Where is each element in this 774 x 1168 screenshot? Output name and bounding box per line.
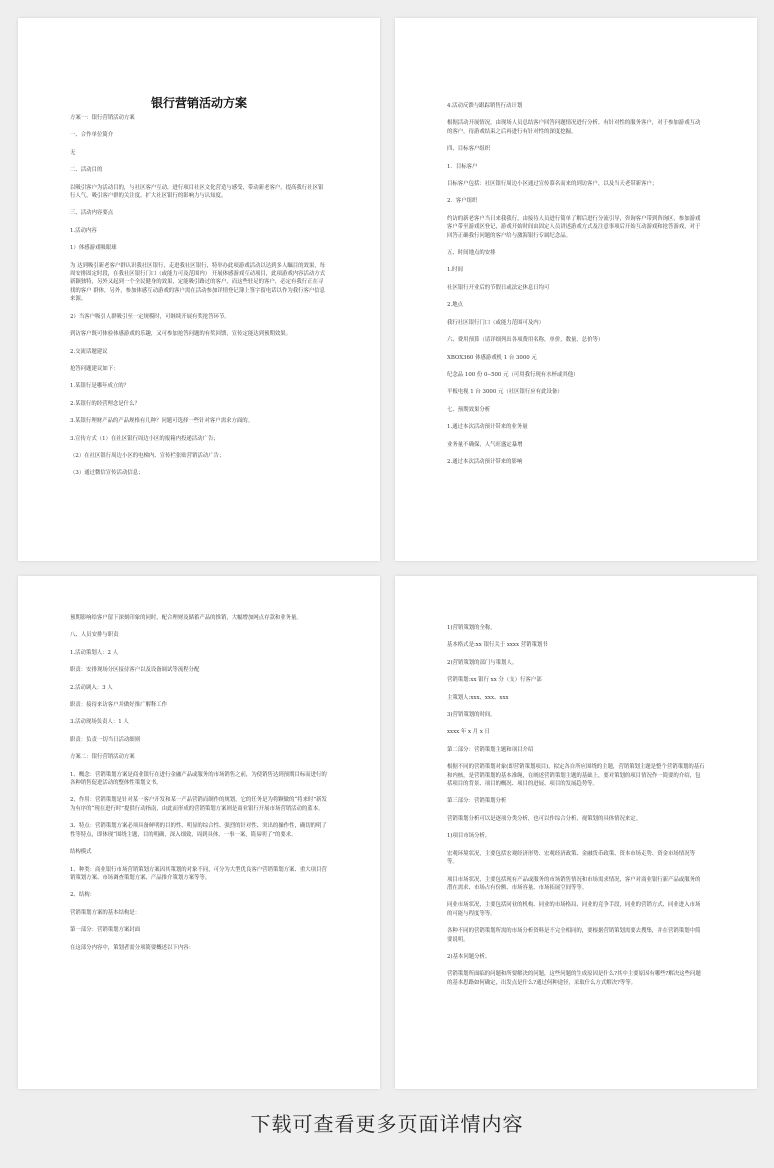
document-paragraph: 纪念品 100 份 0--500 元（可用我行现有水杯或其他） <box>447 371 579 378</box>
document-paragraph: 1.某银行是哪年成立的？ <box>70 383 130 390</box>
document-paragraph: 基本格式是:xx 银行关于 xxxx 营销策划书 <box>447 642 548 649</box>
document-paragraph: 五、时间地点的安排 <box>447 250 496 257</box>
document-paragraph: 同业市场状况，主要包括同业的机构、同业的市场格局、同业的竞争手段，同业的营销方式、同业进入市场的可能与程度等等。 <box>447 902 701 917</box>
document-paragraph: 2)营销策划的部门与策划人。 <box>447 659 518 666</box>
document-paragraph: 1）体感游戏吸眼球 <box>70 245 117 252</box>
document-paragraph: 职责：安排现场分区接待客户以及设备调试等流程分配 <box>70 667 200 674</box>
document-paragraph: 业务量不确保，人气旺盛定暴增 <box>447 441 523 448</box>
document-paragraph: 社区银行开业后的节假日或法定休息日均可 <box>447 284 550 291</box>
document-paragraph: 2、作用：营销策划是针对某一客户开发和某一产品营销而制作的规划，它的任务是为将颗做的“将来时”新发为有序的“现在进行时”提供行动指南，由此而形成的营销策划方案则是商业银行开展市场营销活动的蓝本。 <box>70 797 327 812</box>
document-paragraph: 3、特点：营销策划方案必须具备鲜明的目的性、明显的综合性、强烈的针对性、突出的操作性，确切的明了性等特点，即体现“围绕主题，目的明确，深入细致，周到具体，一事一案，简易明了”的要求。 <box>70 823 327 838</box>
document-paragraph: 二、活动目的 <box>70 167 103 174</box>
document-paragraph: 1.活动策划人：2 人 <box>70 649 119 656</box>
document-paragraph: 3)营销策划的时间。 <box>447 712 496 719</box>
document-paragraph: 2.活动调入：3 人 <box>70 684 113 691</box>
document-paragraph: 1．目标客户 <box>447 163 478 170</box>
document-paragraph: 无 <box>70 149 76 156</box>
document-paragraph: 方案一：银行营销活动方案 <box>70 115 135 121</box>
document-paragraph: 营销策划:xx 银行 xx 分（支）行客户部 <box>447 677 542 684</box>
document-paragraph: 营销策划方案的基本结构是： <box>70 909 141 916</box>
document-paragraph: 第三部分：营销策划分析 <box>447 798 507 805</box>
document-paragraph: 约访的新老客户当日来我我行，由接待人员进行简单了解后进行分流引导，咨询客户带到咨询区，参加游戏客户带至游戏区登记，游戏开始时间由固定人员讲述游戏方式及注意事项后开始互动游戏和抢答游戏，对于回答正确我行问题的客户给与激海银行专属纪念品。 <box>447 215 701 239</box>
document-paragraph: 营销策划分析可以是逐项分类分析，也可以作综合分析，视策划的具体情况来定。 <box>447 815 642 822</box>
document-paragraph: 八、人员安排与职责 <box>70 632 119 639</box>
document-paragraph: 3.活动现场负责人：1 人 <box>70 719 129 726</box>
document-paragraph: 2、结构： <box>70 892 95 899</box>
document-paragraph: 2）当客户吸引人群吸引至一定规模时，可继续开展有奖抢答环节。 <box>70 313 230 320</box>
document-paragraph: 3.宣传方式（1）在社区银行周边小区的报箱内投递活动广告； <box>70 435 219 442</box>
document-paragraph: 1.活动内容 <box>70 227 97 234</box>
document-paragraph: 1.时间 <box>447 267 463 274</box>
document-paragraph: 四、目标客户组织 <box>447 146 491 153</box>
document-paragraph: 1、种类：商业银行市场营销策划方案因其策划的对象不同，可分为大型优良客户营销策划方案、重大项目营销策划方案、市场调查策划方案、产品推介策划方案等等。 <box>70 866 327 881</box>
document-paragraph: 2.交流话题建议 <box>70 348 108 355</box>
document-paragraph: 以吸引客户为活动目的，与社区客户互动，进行项目社区文化营造与感受，带动新老客户，提高我行社区银行人气，吸引客户群的关注度，扩大社区银行的影响力与认知度。 <box>70 184 324 200</box>
document-paragraph: 目标客户包括：社区银行周边小区通过宣传慕名而来的到访客户，以及当天老带新客户； <box>447 181 658 188</box>
document-page-2 <box>395 18 757 561</box>
document-title: 银行营销活动方案 <box>150 96 247 110</box>
document-paragraph: 第一部分：营销策划方案封面 <box>70 927 141 934</box>
document-paragraph: 平板电视 1 台 3000 元（社区银行应有此设备） <box>447 389 563 396</box>
page-1-body <box>70 114 328 478</box>
page-2-body <box>447 102 705 466</box>
document-paragraph: 1)项目市场分析。 <box>447 833 491 840</box>
document-paragraph: 预期影响给客户留下深刻印象的同时，配合理财及储蓄产品的推销，大幅增加网点存款和业务量。 <box>70 615 302 621</box>
document-paragraph: 营销策划所面临的问题和所要解决的问题，这些问题的生成原因是什么?其中主要原因有哪些?解决这些问题的基本思路如何确定，出发点是什么?通过何种途径，采取什么方式解决?等等。 <box>447 971 701 986</box>
document-paragraph: 我行社区银行门口（或能力范围可及内） <box>447 319 545 326</box>
document-page-1 <box>18 18 380 561</box>
document-paragraph: 2.通过本次活动预计带来的影响 <box>447 458 523 465</box>
document-paragraph: 主策划人:xxx、xxx、xxx <box>447 694 509 701</box>
document-paragraph: （3）通过微信宣传活动信息； <box>70 470 144 477</box>
document-paragraph: 2.某银行的经营理念是什么？ <box>70 400 140 407</box>
document-paragraph: 一、合作单位简介 <box>70 132 114 139</box>
document-paragraph: 根据不同的营销策划对象(即营销策划项目)，拟定各自所应围绕的主题，营销策划主题是整个营销策划的基石和内核，是营销策划的基本准绳，在阐述营销策划主题的基础上，要对策划的项目情况作一简要的介绍，包括项目的背景、项目的概况、项目的进展、项目的发展趋势等。 <box>447 764 705 788</box>
document-paragraph: 根据活动开展情况，由现场人员总结客户回答问题情况进行分析，有针对性的服务客户，对于参加游戏互动的客户，待游戏结束之后再进行有针对性的深度挖掘。 <box>447 120 701 135</box>
document-paragraph: xxxx 年 x 月 x 日 <box>447 729 490 736</box>
document-paragraph: （2）在社区银行周边小区的电梯内、宣传栏张贴营销活动广告； <box>70 452 225 459</box>
document-paragraph: 六、费用预算（请详细列出各项费用名称，单价，数量，总价等） <box>447 337 604 344</box>
document-paragraph: 1)营销策划的全称。 <box>447 625 496 631</box>
document-paragraph: 为 达到吸引新老客户群认识我社区银行，走进我社区银行，特举办此项游戏活动以达到多人瞩目的效果，每周安排固定时段，在我社区银行门口（或能力可及范围内） 开展体感游戏互动项目，此项游戏内容活动方式新颖独特，另外又起到一个全民健身的效果，定能吸引路过的客户，而这些驻足的客户，必定有我行正在寻找的客户 群体，另外，参加体感互动游戏的客户需在活动参加详情登记簿上签字留电话以作为我行客户信息来源。 <box>70 262 326 303</box>
document-paragraph: 在这部分内容中，策划者需分项简要概述以下内容： <box>70 944 194 951</box>
document-paragraph: 职责：接待来访客户并做好推广解释工作 <box>70 702 168 709</box>
document-page-4 <box>395 576 757 1089</box>
document-paragraph: 2．客户组织 <box>447 198 478 205</box>
document-paragraph: 三、活动内容要点 <box>70 210 114 217</box>
page-3-body <box>70 614 328 952</box>
document-paragraph: 第二部分：营销策划主题和项目介绍 <box>447 746 534 753</box>
document-paragraph: 2)基本问题分析。 <box>447 953 491 960</box>
document-paragraph: XBOX360 体感游戏机 1 台 3000 元 <box>447 354 537 361</box>
document-paragraph: 各种不同的营销策划所需的市场分析资料是不完全相同的，要根据营销策划需要去搜集，并在营销策划中简要说明。 <box>447 928 701 943</box>
document-paragraph: 抢答问题建议如下： <box>70 365 119 372</box>
document-paragraph: 2.地点 <box>447 302 463 309</box>
download-more-prompt[interactable]: 下载可查看更多页面详情内容 <box>250 1112 524 1136</box>
document-paragraph: 职责：负责一切当日活动细则 <box>70 736 141 743</box>
document-paragraph: 1.通过本次活动预计带来的业务量 <box>447 424 528 431</box>
document-paragraph: 到访客户既可体验体感游戏的乐趣，又可参加抢答问题的有奖回馈，宣传定能达到预期效果。 <box>70 331 292 338</box>
document-paragraph: 3.某银行理财产品的产品规格有几种？问题可选择一些针对客户需求方面的。 <box>70 418 254 425</box>
document-paragraph: 1、概念：营销策划方案是商业银行在进行金融产品或服务的市场销售之前，为使销售达到预期目标而进行的各种销售促进活动的整体性策划文书。 <box>70 771 327 787</box>
document-paragraph: 4.活动反馈与跟踪销售行动计划 <box>447 103 523 109</box>
page-4-body <box>447 624 705 987</box>
document-page-3 <box>18 576 380 1089</box>
document-paragraph: 项目市场状况，主要包括现有产品或服务的市场销售情况和市场需求情况，客户对商业银行新产品或服务的潜在需求、市场占有份额、市场容量、市场拓展空间等等。 <box>447 876 701 891</box>
document-paragraph: 方案二：银行营销活动方案 <box>70 754 135 761</box>
document-paragraph: 结构模式 <box>70 849 92 856</box>
document-paragraph: 七、预期效果分析 <box>447 406 491 413</box>
document-paragraph: 宏观环境状况，主要包括宏观经济形势、宏观经济政策、金融货币政策、资本市场走势、资金市场情况等等。 <box>447 850 695 866</box>
